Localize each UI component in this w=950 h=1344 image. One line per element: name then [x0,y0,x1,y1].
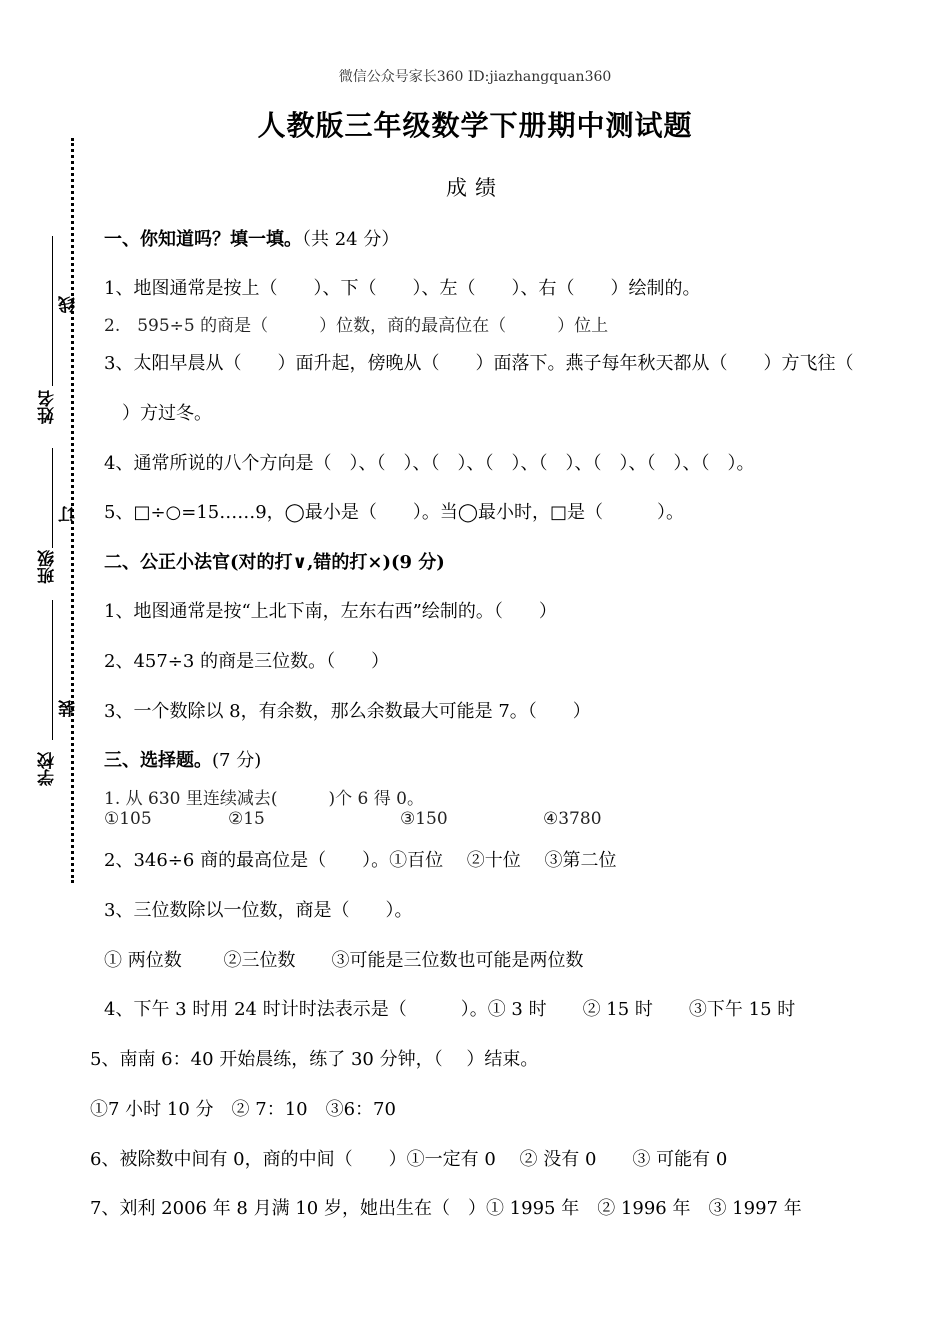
s1-q4: 4、通常所说的八个方向是（ ）、（ ）、（ ）、（ ）、（ ）、（ ）、（ ）、（ ）。 [104,453,755,474]
s2-q2: 2、457÷3 的商是三位数。（ ） [104,651,390,672]
s3-q1: 1. 从 630 里连续减去( )个 6 得 0。 [104,789,424,809]
s3-q2: 2、346÷6 商的最高位是（ ）。①百位 ②十位 ③第二位 [104,850,617,871]
section3-title: 三、选择题。 [104,750,212,771]
header-note: 微信公众号家长360 ID:jiazhangquan360 [338,69,612,85]
s3-q3: 3、三位数除以一位数，商是（ ）。 [104,900,413,921]
field-school-label: 学校 [38,752,58,786]
section3-heading [104,746,261,772]
page-title: 人教版三年级数学下册期中测试题 [257,109,693,142]
s1-q3-line1: 3、太阳早晨从（ ）面升起，傍晚从（ ）面落下。燕子每年秋天都从（ ）方飞往（ [104,353,854,374]
s3-q4: 4、下午 3 时用 24 时计时法表示是（ ）。① 3 时 ② 15 时 ③下午 15 时 [104,999,796,1020]
field-class-label: 班级 [38,550,58,584]
s3-q1-opt2: ②15 [228,809,265,829]
s3-q5-options: ①7 小时 10 分 ② 7：10 ③6：70 [90,1099,396,1120]
school-underline [52,600,53,740]
s3-q7: 7、刘利 2006 年 8 月满 10 岁，她出生在（ ）① 1995 年 ② 1996 年 ③ 1997 年 [90,1198,802,1219]
section1-points: （共 24 分） [302,229,400,250]
section2-heading: 二、公正小法官(对的打∨,错的打×)(9 分) [104,552,445,573]
seal-char-zhuang: 装 [59,700,79,717]
s2-q3: 3、一个数除以 8，有余数，那么余数最大可能是 7。（ ） [104,701,591,722]
section1-title: 一、你知道吗？填一填。 [104,229,302,250]
s2-q1: 1、地图通常是按“上北下南，左东右西”绘制的。（ ） [104,601,557,622]
seal-char-line: 线 [59,296,79,313]
section1-heading [104,225,399,251]
s3-q1-opt1: ①105 [104,809,152,829]
class-underline [52,448,53,548]
field-name-label: 姓名 [38,390,58,424]
s1-q5: 5、□÷○=15……9，◯最小是（ ）。当◯最小时，□是（ ）。 [104,502,684,523]
name-underline [52,236,53,386]
seal-char-ding: 订 [59,506,79,523]
s1-q3-line2: ）方过冬。 [122,403,212,424]
s1-q2: 2. 595÷5 的商是（ ）位数，商的最高位在（ ）位上 [104,316,609,336]
score-label: 成绩 [446,176,504,200]
s3-q3-options: ① 两位数 ②三位数 ③可能是三位数也可能是两位数 [104,950,584,971]
s3-q1-opt4: ④3780 [543,809,602,829]
section3-points: (7 分) [212,750,262,771]
s1-q1: 1、地图通常是按上（ ）、下（ ）、左（ ）、右（ ）绘制的。 [104,278,701,299]
s3-q1-opt3: ③150 [400,809,448,829]
s3-q6: 6、被除数中间有 0，商的中间（ ）①一定有 0 ② 没有 0 ③ 可能有 0 [90,1149,728,1170]
s3-q5: 5、南南 6：40 开始晨练，练了 30 分钟，（ ）结束。 [90,1049,539,1070]
